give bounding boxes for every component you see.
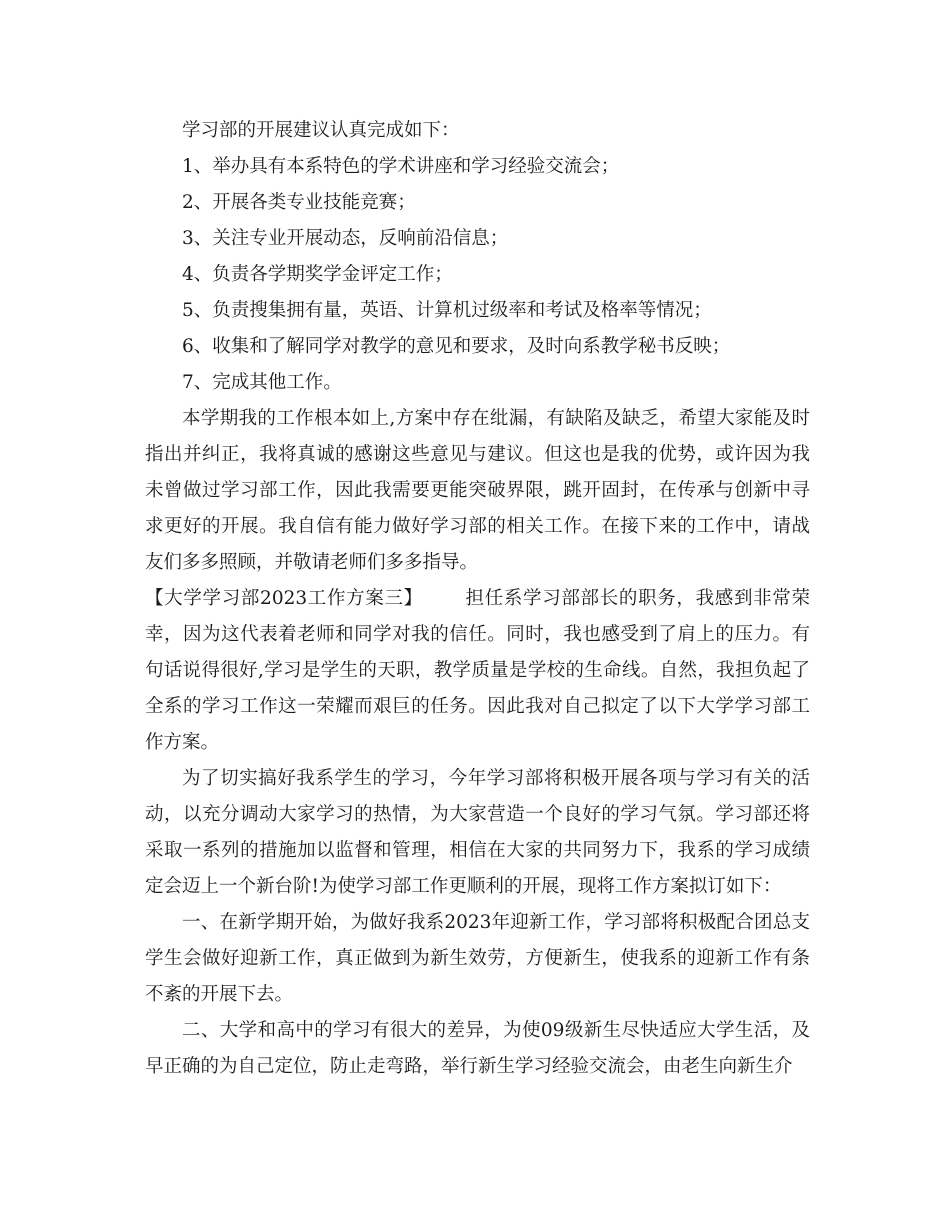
point-one-paragraph: 一、在新学期开始，为做好我系2023年迎新工作，学习部将积极配合团总支学生会做好迎新工作，真正做到为新生效劳，方便新生，使我系的迎新工作有条不紊的开展下去。	[145, 912, 810, 1005]
list-item: 1、举办具有本系特色的学术讲座和学习经验交流会；	[182, 156, 620, 177]
closing-paragraph: 本学期我的工作根本如上,方案中存在纰漏，有缺陷及缺乏，希望大家能及时指出并纠正，我将真诚的感谢这些意见与建议。但这也是我的优势，或许因为我未曾做过学习部工作，因此我需要更能突破界限，跳开固封，在传承与创新中寻求更好的开展。我自信有能力做好学习部的相关工作。在接下来的工作中，请战友们多多照顾，并敬请老师们多多指导。	[145, 408, 810, 573]
point-two-paragraph: 二、大学和高中的学习有很大的差异，为使09级新生尽快适应大学生活，及早正确的为自己定位，防止走弯路，举行新生学习经验交流会，由老生向新生介	[145, 1020, 810, 1077]
list-item: 2、开展各类专业技能竞赛；	[182, 192, 416, 213]
list-item: 5、负责搜集拥有量，英语、计算机过级率和考试及格率等情况；	[182, 300, 712, 321]
section-first-paragraph: 担任系学习部部长的职务，我感到非常荣幸，因为这代表着老师和同学对我的信任。同时，我也感受到了肩上的压力。有句话说得很好,学习是学生的天职，教学质量是学校的生命线。自然，我担负起了全系的学习工作这一荣耀而艰巨的任务。因此我对自己拟定了以下大学学习部工作方案。	[145, 588, 810, 753]
section-three-paragraph	[145, 581, 810, 761]
purpose-paragraph: 为了切实搞好我系学生的学习，今年学习部将积极开展各项与学习有关的活动，以充分调动大家学习的热情，为大家营造一个良好的学习气氛。学习部还将采取一系列的措施加以监督和管理，相信在大家的共同努力下，我系的学习成绩定会迈上一个新台阶!为使学习部工作更顺利的开展，现将工作方案拟订如下：	[145, 768, 810, 897]
list-item: 3、关注专业开展动态，反响前沿信息；	[182, 228, 509, 249]
suggestion-list	[145, 149, 810, 401]
intro-text: 学习部的开展建议认真完成如下：	[182, 120, 460, 141]
section-title: 【大学学习部2023工作方案三】	[145, 588, 423, 609]
list-item: 4、负责各学期奖学金评定工作；	[182, 264, 453, 285]
list-item: 7、完成其他工作。	[182, 372, 342, 393]
list-item: 6、收集和了解同学对教学的意见和要求，及时向系教学秘书反映；	[182, 336, 731, 357]
document-body	[145, 113, 810, 1085]
